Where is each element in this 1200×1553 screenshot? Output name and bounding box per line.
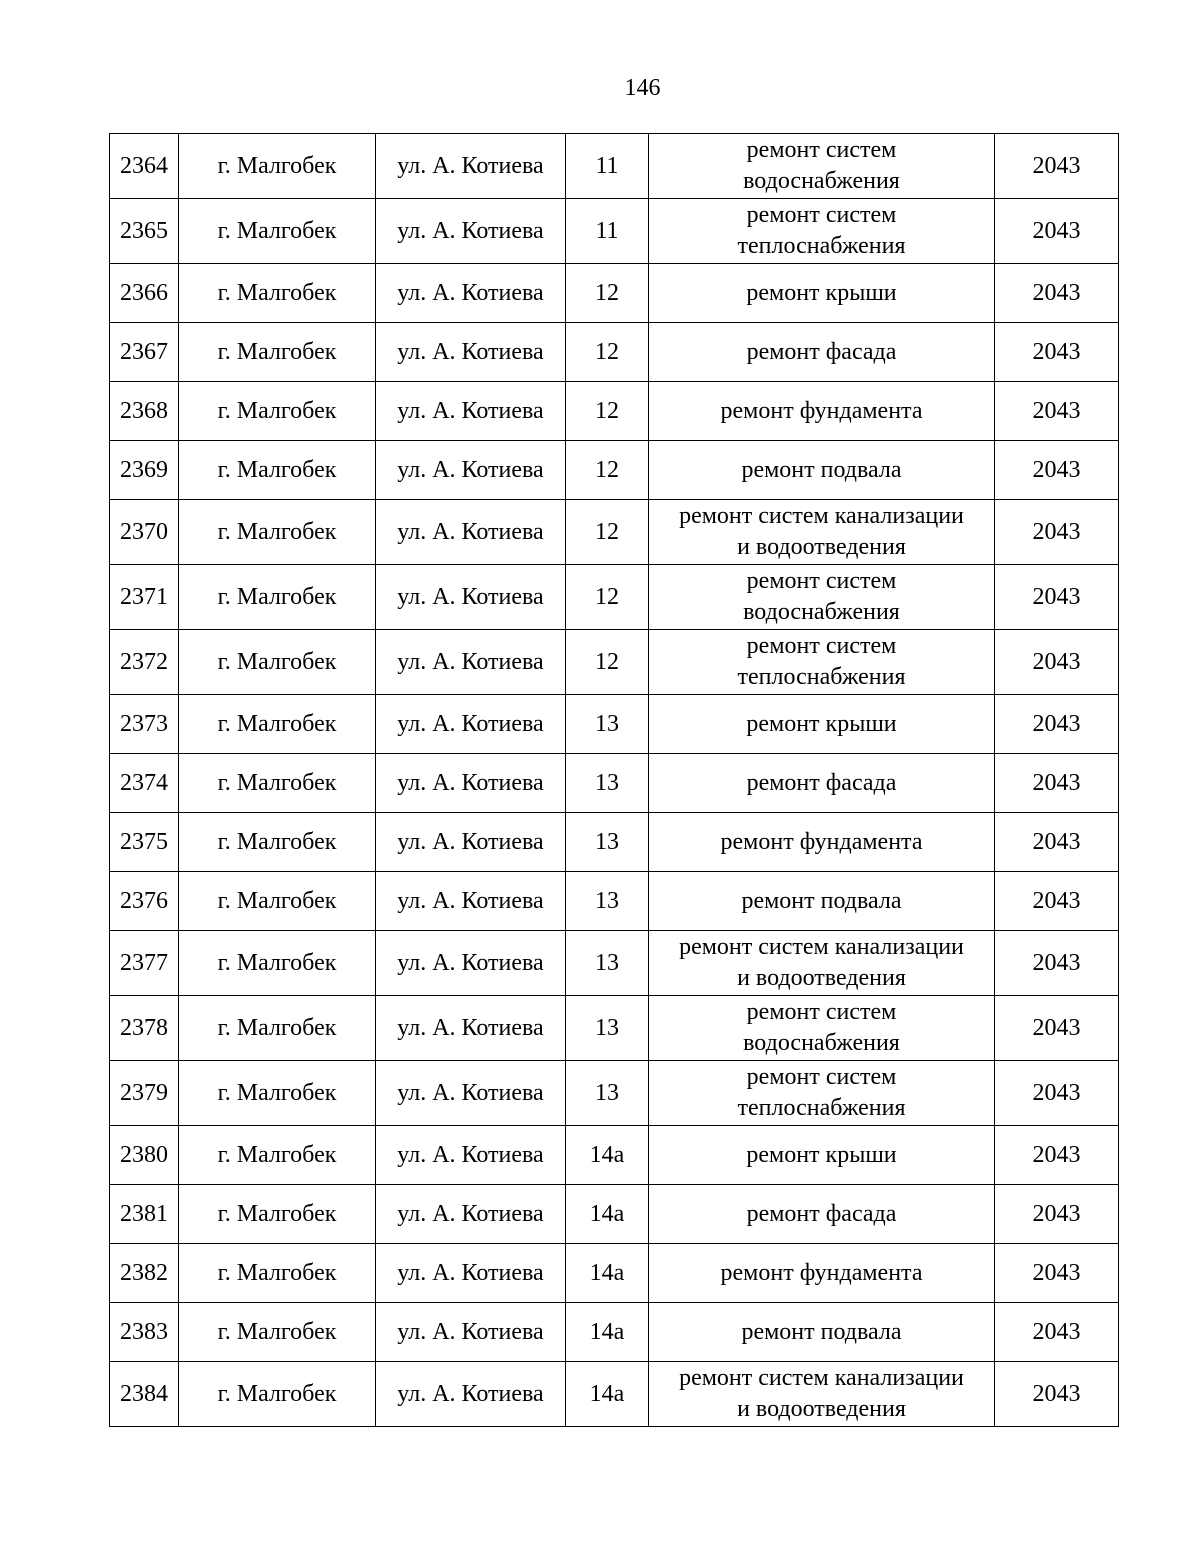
- house-number-cell: 13: [566, 754, 649, 813]
- row-number-cell: 2382: [110, 1244, 179, 1303]
- work-type-cell: [649, 1126, 995, 1185]
- city-cell: г. Малгобек: [179, 500, 376, 565]
- year-cell: 2043: [995, 1126, 1119, 1185]
- street-cell: ул. А. Котиева: [376, 134, 566, 199]
- house-number-cell: 14а: [566, 1185, 649, 1244]
- house-number-cell: 13: [566, 813, 649, 872]
- row-number-cell: 2374: [110, 754, 179, 813]
- city-cell: г. Малгобек: [179, 695, 376, 754]
- work-type-line: ремонт фасада: [746, 1200, 897, 1227]
- work-type-cell: [649, 441, 995, 500]
- table-row: [110, 134, 1119, 199]
- street-cell: ул. А. Котиева: [376, 1244, 566, 1303]
- work-type-cell: [649, 1185, 995, 1244]
- row-number-cell: 2366: [110, 264, 179, 323]
- work-type-line: ремонт систем: [746, 1064, 897, 1090]
- house-number-cell: 12: [566, 264, 649, 323]
- street-cell: ул. А. Котиева: [376, 1185, 566, 1244]
- year-cell: 2043: [995, 199, 1119, 264]
- work-type-line: ремонт систем: [746, 202, 897, 228]
- row-number-cell: 2381: [110, 1185, 179, 1244]
- year-cell: 2043: [995, 500, 1119, 565]
- work-type-cell: [649, 264, 995, 323]
- row-number-cell: 2380: [110, 1126, 179, 1185]
- work-type-line: ремонт подвала: [741, 1318, 902, 1345]
- house-number-cell: 13: [566, 872, 649, 931]
- work-type-line: теплоснабжения: [737, 1095, 906, 1121]
- table-row: [110, 872, 1119, 931]
- city-cell: г. Малгобек: [179, 441, 376, 500]
- work-type-line: водоснабжения: [743, 599, 900, 625]
- house-number-cell: 13: [566, 695, 649, 754]
- work-type-line: водоснабжения: [743, 1030, 900, 1056]
- table-row: [110, 199, 1119, 264]
- street-cell: ул. А. Котиева: [376, 1061, 566, 1126]
- row-number-cell: 2383: [110, 1303, 179, 1362]
- house-number-cell: 12: [566, 323, 649, 382]
- table-row: [110, 1303, 1119, 1362]
- table-row: [110, 630, 1119, 695]
- work-type-cell: [649, 630, 995, 695]
- street-cell: ул. А. Котиева: [376, 630, 566, 695]
- row-number-cell: 2367: [110, 323, 179, 382]
- work-type-line: теплоснабжения: [737, 233, 906, 259]
- work-type-cell: [649, 1362, 995, 1427]
- street-cell: ул. А. Котиева: [376, 754, 566, 813]
- table-row: [110, 931, 1119, 996]
- work-type-cell: [649, 931, 995, 996]
- street-cell: ул. А. Котиева: [376, 500, 566, 565]
- work-type-line: и водоотведения: [737, 534, 906, 560]
- work-type-cell: [649, 199, 995, 264]
- city-cell: г. Малгобек: [179, 134, 376, 199]
- work-type-line: ремонт подвала: [741, 887, 902, 914]
- house-number-cell: 12: [566, 441, 649, 500]
- work-type-line: ремонт крыши: [746, 279, 897, 306]
- table-row: [110, 264, 1119, 323]
- year-cell: 2043: [995, 441, 1119, 500]
- city-cell: г. Малгобек: [179, 754, 376, 813]
- year-cell: 2043: [995, 1185, 1119, 1244]
- table-row: [110, 1126, 1119, 1185]
- table-row: [110, 323, 1119, 382]
- city-cell: г. Малгобек: [179, 1185, 376, 1244]
- table-row: [110, 996, 1119, 1061]
- street-cell: ул. А. Котиева: [376, 1303, 566, 1362]
- work-type-line: ремонт систем: [746, 568, 897, 594]
- street-cell: ул. А. Котиева: [376, 931, 566, 996]
- city-cell: г. Малгобек: [179, 565, 376, 630]
- work-type-line: ремонт фасада: [746, 769, 897, 796]
- row-number-cell: 2376: [110, 872, 179, 931]
- repair-schedule-table: [109, 133, 1119, 1427]
- street-cell: ул. А. Котиева: [376, 199, 566, 264]
- table-row: [110, 441, 1119, 500]
- house-number-cell: 11: [566, 134, 649, 199]
- city-cell: г. Малгобек: [179, 323, 376, 382]
- row-number-cell: 2369: [110, 441, 179, 500]
- house-number-cell: 13: [566, 931, 649, 996]
- house-number-cell: 14а: [566, 1126, 649, 1185]
- table-row: [110, 1244, 1119, 1303]
- work-type-cell: [649, 754, 995, 813]
- city-cell: г. Малгобек: [179, 931, 376, 996]
- row-number-cell: 2384: [110, 1362, 179, 1427]
- house-number-cell: 13: [566, 1061, 649, 1126]
- year-cell: 2043: [995, 264, 1119, 323]
- row-number-cell: 2368: [110, 382, 179, 441]
- row-number-cell: 2371: [110, 565, 179, 630]
- year-cell: 2043: [995, 1362, 1119, 1427]
- year-cell: 2043: [995, 323, 1119, 382]
- street-cell: ул. А. Котиева: [376, 382, 566, 441]
- year-cell: 2043: [995, 813, 1119, 872]
- work-type-line: и водоотведения: [737, 1396, 906, 1422]
- year-cell: 2043: [995, 134, 1119, 199]
- street-cell: ул. А. Котиева: [376, 996, 566, 1061]
- street-cell: ул. А. Котиева: [376, 323, 566, 382]
- house-number-cell: 14а: [566, 1244, 649, 1303]
- work-type-cell: [649, 1244, 995, 1303]
- street-cell: ул. А. Котиева: [376, 264, 566, 323]
- row-number-cell: 2375: [110, 813, 179, 872]
- work-type-line: ремонт фундамента: [720, 828, 923, 855]
- work-type-line: ремонт систем канализации: [679, 503, 964, 529]
- work-type-line: ремонт систем канализации: [679, 934, 964, 960]
- city-cell: г. Малгобек: [179, 264, 376, 323]
- table-row: [110, 695, 1119, 754]
- year-cell: 2043: [995, 931, 1119, 996]
- page-number: 146: [624, 75, 661, 101]
- city-cell: г. Малгобек: [179, 1126, 376, 1185]
- work-type-cell: [649, 500, 995, 565]
- city-cell: г. Малгобек: [179, 1061, 376, 1126]
- city-cell: г. Малгобек: [179, 1244, 376, 1303]
- work-type-line: и водоотведения: [737, 965, 906, 991]
- work-type-line: ремонт фундамента: [720, 1259, 923, 1286]
- city-cell: г. Малгобек: [179, 1303, 376, 1362]
- work-type-line: ремонт подвала: [741, 456, 902, 483]
- house-number-cell: 11: [566, 199, 649, 264]
- street-cell: ул. А. Котиева: [376, 695, 566, 754]
- house-number-cell: 12: [566, 500, 649, 565]
- row-number-cell: 2372: [110, 630, 179, 695]
- table-row: [110, 500, 1119, 565]
- street-cell: ул. А. Котиева: [376, 872, 566, 931]
- year-cell: 2043: [995, 565, 1119, 630]
- year-cell: 2043: [995, 1244, 1119, 1303]
- table-row: [110, 1185, 1119, 1244]
- row-number-cell: 2379: [110, 1061, 179, 1126]
- year-cell: 2043: [995, 1061, 1119, 1126]
- row-number-cell: 2364: [110, 134, 179, 199]
- street-cell: ул. А. Котиева: [376, 441, 566, 500]
- year-cell: 2043: [995, 695, 1119, 754]
- street-cell: ул. А. Котиева: [376, 565, 566, 630]
- table-body: [110, 134, 1119, 1427]
- work-type-cell: [649, 1303, 995, 1362]
- table-row: [110, 1061, 1119, 1126]
- house-number-cell: 12: [566, 382, 649, 441]
- row-number-cell: 2373: [110, 695, 179, 754]
- work-type-cell: [649, 996, 995, 1061]
- work-type-line: ремонт фундамента: [720, 397, 923, 424]
- year-cell: 2043: [995, 754, 1119, 813]
- city-cell: г. Малгобек: [179, 630, 376, 695]
- work-type-line: ремонт систем канализации: [679, 1365, 964, 1391]
- row-number-cell: 2370: [110, 500, 179, 565]
- work-type-line: теплоснабжения: [737, 664, 906, 690]
- house-number-cell: 12: [566, 565, 649, 630]
- work-type-cell: [649, 565, 995, 630]
- work-type-line: ремонт систем: [746, 999, 897, 1025]
- year-cell: 2043: [995, 996, 1119, 1061]
- work-type-line: ремонт крыши: [746, 710, 897, 737]
- work-type-cell: [649, 323, 995, 382]
- work-type-cell: [649, 872, 995, 931]
- street-cell: ул. А. Котиева: [376, 1362, 566, 1427]
- city-cell: г. Малгобек: [179, 382, 376, 441]
- table-row: [110, 382, 1119, 441]
- work-type-cell: [649, 134, 995, 199]
- city-cell: г. Малгобек: [179, 996, 376, 1061]
- row-number-cell: 2377: [110, 931, 179, 996]
- row-number-cell: 2378: [110, 996, 179, 1061]
- table-row: [110, 1362, 1119, 1427]
- work-type-line: водоснабжения: [743, 168, 900, 194]
- work-type-line: ремонт крыши: [746, 1141, 897, 1168]
- year-cell: 2043: [995, 630, 1119, 695]
- work-type-cell: [649, 1061, 995, 1126]
- work-type-line: ремонт фасада: [746, 338, 897, 365]
- street-cell: ул. А. Котиева: [376, 1126, 566, 1185]
- city-cell: г. Малгобек: [179, 199, 376, 264]
- work-type-cell: [649, 695, 995, 754]
- city-cell: г. Малгобек: [179, 872, 376, 931]
- year-cell: 2043: [995, 872, 1119, 931]
- work-type-line: ремонт систем: [746, 137, 897, 163]
- work-type-cell: [649, 813, 995, 872]
- city-cell: г. Малгобек: [179, 1362, 376, 1427]
- work-type-line: ремонт систем: [746, 633, 897, 659]
- table-row: [110, 813, 1119, 872]
- house-number-cell: 13: [566, 996, 649, 1061]
- year-cell: 2043: [995, 382, 1119, 441]
- house-number-cell: 14а: [566, 1303, 649, 1362]
- house-number-cell: 14а: [566, 1362, 649, 1427]
- city-cell: г. Малгобек: [179, 813, 376, 872]
- row-number-cell: 2365: [110, 199, 179, 264]
- year-cell: 2043: [995, 1303, 1119, 1362]
- house-number-cell: 12: [566, 630, 649, 695]
- street-cell: ул. А. Котиева: [376, 813, 566, 872]
- table-row: [110, 565, 1119, 630]
- work-type-cell: [649, 382, 995, 441]
- table-row: [110, 754, 1119, 813]
